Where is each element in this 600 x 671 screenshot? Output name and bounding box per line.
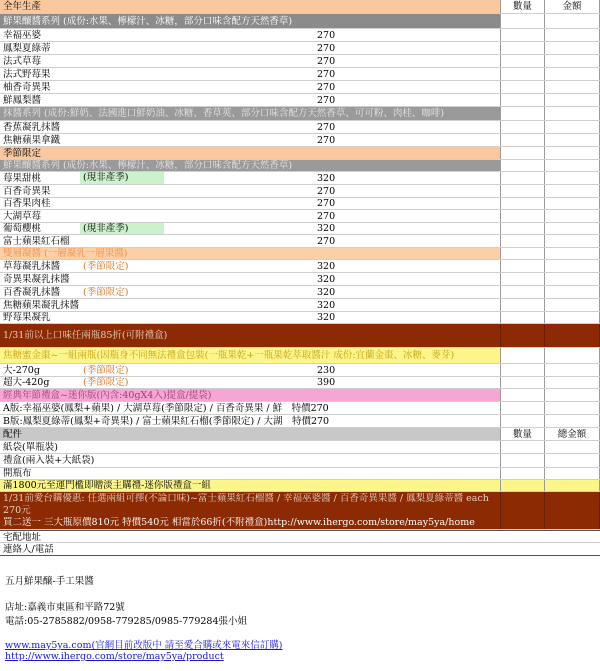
qty-cell[interactable]	[500, 402, 544, 414]
amount-cell[interactable]	[544, 377, 600, 388]
product-row	[0, 81, 600, 94]
website-link[interactable]: www.may5ya.com	[5, 640, 92, 651]
address-field[interactable]	[70, 531, 599, 542]
qty-cell[interactable]	[500, 198, 544, 209]
product-price: 270	[317, 69, 336, 80]
product-name: 野莓果凝乳	[3, 312, 51, 323]
accessory-row	[0, 441, 600, 454]
qty-cell[interactable]	[500, 468, 544, 479]
delivery-address-row	[0, 530, 600, 543]
amount-cell[interactable]	[544, 160, 600, 171]
product-row	[0, 29, 600, 42]
qty-cell[interactable]	[500, 210, 544, 222]
product-name: 焦糖蘋果拿鐵	[3, 135, 61, 146]
amount-cell[interactable]	[544, 286, 600, 298]
amount-cell[interactable]	[544, 348, 600, 363]
amount-cell[interactable]	[544, 299, 600, 311]
product-price: 270	[317, 56, 336, 67]
promo-text-line1: 1/31前愛台購優惠: 任選兩組可擇(不論口味)~富士蘋果紅石榴醬 / 幸福巫婆醬 / 百香奇異果醬 / 鳳梨夏綠蒂醬 each	[3, 493, 489, 504]
product-price: 320	[317, 173, 336, 184]
shop-address: 店址:嘉義市東區和平路72號	[5, 602, 125, 613]
product-price: 320	[317, 274, 336, 285]
product-name: 鳳梨夏綠蒂	[3, 43, 51, 54]
product-price: 270	[317, 135, 336, 146]
product-row	[0, 185, 600, 198]
product-row	[0, 286, 600, 299]
amount-cell[interactable]	[544, 68, 600, 80]
promo-text-line3: 買二送一 三大瓶原價810元 特價540元 相當於66折(不附禮盒)http://www.ihergo.com/store/may5ya/home	[3, 517, 475, 528]
product-row	[0, 198, 600, 210]
section-double-layer-header	[0, 248, 600, 260]
amount-cell[interactable]	[544, 248, 600, 259]
qty-cell[interactable]	[500, 147, 544, 159]
product-name: 大湖草莓	[3, 211, 42, 222]
amount-cell[interactable]	[544, 223, 600, 234]
section-seasonal-jam-header	[0, 160, 600, 172]
ihergo-link[interactable]: http://www.ihergo.com/store/may5ya/product	[5, 651, 224, 662]
product-price: 320	[317, 312, 336, 323]
product-row	[0, 42, 600, 55]
accessory-name: 紙袋(單瓶裝)	[3, 442, 58, 453]
product-row	[0, 235, 600, 248]
qty-cell[interactable]	[500, 324, 544, 347]
section-accessories-header	[0, 428, 600, 441]
product-price: 320	[317, 300, 336, 311]
address-label: 宅配地址	[3, 532, 42, 543]
amount-cell[interactable]	[544, 198, 600, 209]
website-note[interactable]: (官網目前改版中 請至愛合購或來電來信訂購)	[91, 640, 283, 651]
season-note: (季節限定)	[83, 287, 129, 298]
section-title: 抹醬系列 (成份:鮮奶、法國進口鮮奶油、冰糖、香草莢、部分口味含配方天然香草、可可粉、肉桂、咖啡)	[3, 108, 445, 119]
product-name: 法式草莓	[3, 56, 42, 67]
product-price: 270	[317, 30, 336, 41]
gift-box-desc: B版:鳳梨夏綠蒂(鳳梨+奇異果) / 富士蘋果紅石榴(季節限定) / 大湖 特價270	[3, 416, 330, 427]
product-row	[0, 94, 600, 107]
promo-two-bottle-discount	[0, 324, 600, 348]
amount-cell[interactable]	[544, 415, 600, 427]
amount-cell[interactable]	[544, 134, 600, 146]
qty-cell[interactable]	[500, 94, 544, 106]
product-name: 香蕉凝乳抹醬	[3, 122, 61, 133]
qty-column-header: 數量	[500, 0, 544, 13]
section-title: 經典年節禮盒~迷你版(內含:40gX4入)提盒/提袋)	[3, 390, 212, 401]
promo-text-line2: 270元	[3, 505, 31, 516]
qty-cell[interactable]	[500, 121, 544, 133]
promo-ihergo	[0, 492, 600, 530]
qty-cell[interactable]	[500, 348, 544, 363]
product-price: 270	[317, 122, 336, 133]
amount-cell[interactable]	[544, 454, 600, 467]
qty-cell[interactable]	[500, 312, 544, 323]
section-title: 焦糖蜜金棗~一組兩瓶(因瓶身不同無法禮盒包裝(一瓶果乾+一瓶果乾萃取醬汁 成份:宜蘭金棗、冰糖、麥芽)	[3, 350, 455, 361]
season-note: (季節限定)	[83, 365, 129, 376]
product-row	[0, 55, 600, 68]
amount-cell[interactable]	[544, 364, 600, 376]
product-row	[0, 134, 600, 147]
qty-cell[interactable]	[500, 68, 544, 80]
qty-cell[interactable]	[500, 172, 544, 184]
qty-column-header: 數量	[500, 428, 544, 440]
qty-cell[interactable]	[500, 248, 544, 259]
product-price: 270	[317, 82, 336, 93]
gift-box-desc: A版:幸福巫婆(鳳梨+蘋果) / 大湖草莓(季節限定) / 百香奇異果 / 鮮 特價270	[3, 403, 329, 414]
contact-label: 連絡人/電話	[3, 544, 54, 555]
amount-cell[interactable]	[544, 14, 600, 28]
section-title: 配件	[3, 429, 23, 440]
qty-cell[interactable]	[500, 29, 544, 41]
product-row	[0, 364, 600, 377]
amount-cell[interactable]	[544, 42, 600, 54]
product-price: 270	[317, 211, 336, 222]
product-name: 超大-420g	[3, 377, 50, 388]
accessory-name: 禮盒(兩入裝+大紙袋)	[3, 455, 95, 466]
amount-cell[interactable]	[544, 55, 600, 67]
amount-cell[interactable]	[544, 29, 600, 41]
product-name: 焦糖蘋果凝乳抹醬	[3, 300, 80, 311]
product-row	[0, 121, 600, 134]
qty-cell[interactable]	[500, 81, 544, 93]
amount-cell[interactable]	[544, 260, 600, 272]
amount-cell[interactable]	[544, 235, 600, 247]
accessory-name: 開瓶布	[3, 468, 32, 479]
qty-cell[interactable]	[500, 480, 544, 491]
qty-cell[interactable]	[500, 492, 544, 529]
amount-cell[interactable]	[544, 273, 600, 285]
promo-text: 滿1800元至運門檻即贈淡主購禮-迷你版禮盒一組	[3, 480, 211, 491]
product-name: 百香奇異果	[3, 186, 51, 197]
product-price: 320	[317, 287, 336, 298]
qty-cell[interactable]	[500, 14, 544, 28]
qty-cell[interactable]	[500, 235, 544, 247]
product-name: 幸福巫婆	[3, 30, 42, 41]
section-gift-box-header	[0, 389, 600, 402]
season-note: (季節限定)	[83, 377, 129, 388]
product-price: 270	[317, 95, 336, 106]
product-row	[0, 299, 600, 312]
section-spread-header	[0, 107, 600, 121]
season-note: (現非產季)	[80, 223, 164, 234]
amount-cell[interactable]	[544, 441, 600, 453]
product-row	[0, 377, 600, 389]
qty-cell[interactable]	[500, 107, 544, 120]
product-row	[0, 312, 600, 324]
product-price: 270	[317, 198, 336, 209]
amount-cell[interactable]	[544, 185, 600, 197]
qty-cell[interactable]	[500, 364, 544, 376]
product-price: 320	[317, 261, 336, 272]
product-price: 270	[317, 43, 336, 54]
amount-cell[interactable]	[544, 312, 600, 323]
product-price: 390	[317, 377, 336, 388]
accessory-row	[0, 468, 600, 480]
section-title: 雙層凝醬 (一層凝乳一層果醬)	[3, 248, 128, 259]
product-name: 富士蘋果紅石榴	[3, 236, 70, 247]
amount-cell[interactable]	[544, 121, 600, 133]
amount-cell[interactable]	[544, 94, 600, 106]
product-name: 法式野莓果	[3, 69, 51, 80]
qty-cell[interactable]	[500, 377, 544, 388]
product-row	[0, 260, 600, 273]
qty-cell[interactable]	[500, 260, 544, 272]
contact-person-row	[0, 543, 600, 556]
product-name: 莓果甜桃	[3, 173, 42, 184]
qty-cell[interactable]	[500, 441, 544, 453]
amount-cell[interactable]	[544, 480, 600, 491]
amount-cell[interactable]	[544, 147, 600, 159]
product-row	[0, 273, 600, 286]
amount-cell[interactable]	[544, 81, 600, 93]
promo-free-shipping	[0, 480, 600, 492]
section-seasonal-header	[0, 147, 600, 160]
shop-phone: 電話:05-2785882/0958-779285/0985-779284張小姐	[5, 616, 248, 627]
qty-cell[interactable]	[500, 286, 544, 298]
gift-box-row	[0, 402, 600, 415]
qty-cell[interactable]	[500, 42, 544, 54]
qty-cell[interactable]	[500, 415, 544, 427]
section-title: 鮮果釀醬系列 (成份:水果、檸檬汁、冰糖，部分口味含配方天然香草)	[3, 16, 293, 27]
header-title: 全年生產	[3, 1, 42, 12]
amount-cell[interactable]	[544, 324, 600, 347]
qty-cell[interactable]	[500, 223, 544, 234]
product-name: 大-270g	[3, 365, 40, 376]
section-kumquat-header	[0, 348, 600, 364]
website-line	[5, 637, 282, 651]
qty-cell[interactable]	[500, 273, 544, 285]
season-note: (現非產季)	[80, 172, 164, 184]
product-row	[0, 210, 600, 223]
qty-cell[interactable]	[500, 134, 544, 146]
season-note: (季節限定)	[83, 261, 129, 272]
section-title: 鮮果釀醬系列 (成份:水果、檸檬汁、冰糖，部分口味含配方天然香草)	[3, 160, 293, 171]
gift-box-row	[0, 415, 600, 428]
qty-cell[interactable]	[500, 454, 544, 467]
product-price: 320	[317, 223, 336, 234]
product-row	[0, 223, 600, 235]
qty-cell[interactable]	[500, 185, 544, 197]
amount-cell[interactable]	[544, 389, 600, 401]
header-row	[0, 0, 600, 14]
section-fruit-jam-header	[0, 14, 600, 29]
shop-name: 五月鮮果醸-手工果醬	[5, 576, 94, 587]
product-name: 葡萄櫻桃	[3, 223, 42, 234]
qty-cell[interactable]	[500, 160, 544, 171]
qty-cell[interactable]	[500, 55, 544, 67]
accessory-row	[0, 454, 600, 468]
promo-text: 1/31前以上口味任兩瓶85折(可附禮盒)	[3, 330, 168, 341]
qty-cell[interactable]	[500, 299, 544, 311]
product-name: 百香凝乳抹醬	[3, 287, 61, 298]
qty-cell[interactable]	[500, 389, 544, 401]
product-price: 270	[317, 186, 336, 197]
amount-cell[interactable]	[544, 172, 600, 184]
product-price: 230	[317, 365, 336, 376]
amount-cell[interactable]	[544, 492, 600, 529]
product-price: 270	[317, 236, 336, 247]
section-title: 季節限定	[3, 148, 42, 159]
amount-cell[interactable]	[544, 210, 600, 222]
contact-field[interactable]	[70, 543, 599, 555]
ihergo-line	[5, 651, 224, 662]
product-name: 柚香奇異果	[3, 82, 51, 93]
product-row	[0, 172, 600, 185]
product-name: 草莓凝乳抹醬	[3, 261, 61, 272]
amount-column-header: 金額	[544, 0, 600, 13]
amount-cell[interactable]	[544, 402, 600, 414]
product-name: 百香果肉桂	[3, 198, 51, 209]
amount-cell[interactable]	[544, 107, 600, 120]
product-name: 奇異果凝乳抹醬	[3, 274, 70, 285]
amount-cell[interactable]	[544, 468, 600, 479]
total-column-header: 總金額	[544, 428, 600, 440]
product-name: 鮮鳳梨醬	[3, 95, 42, 106]
product-row	[0, 68, 600, 81]
